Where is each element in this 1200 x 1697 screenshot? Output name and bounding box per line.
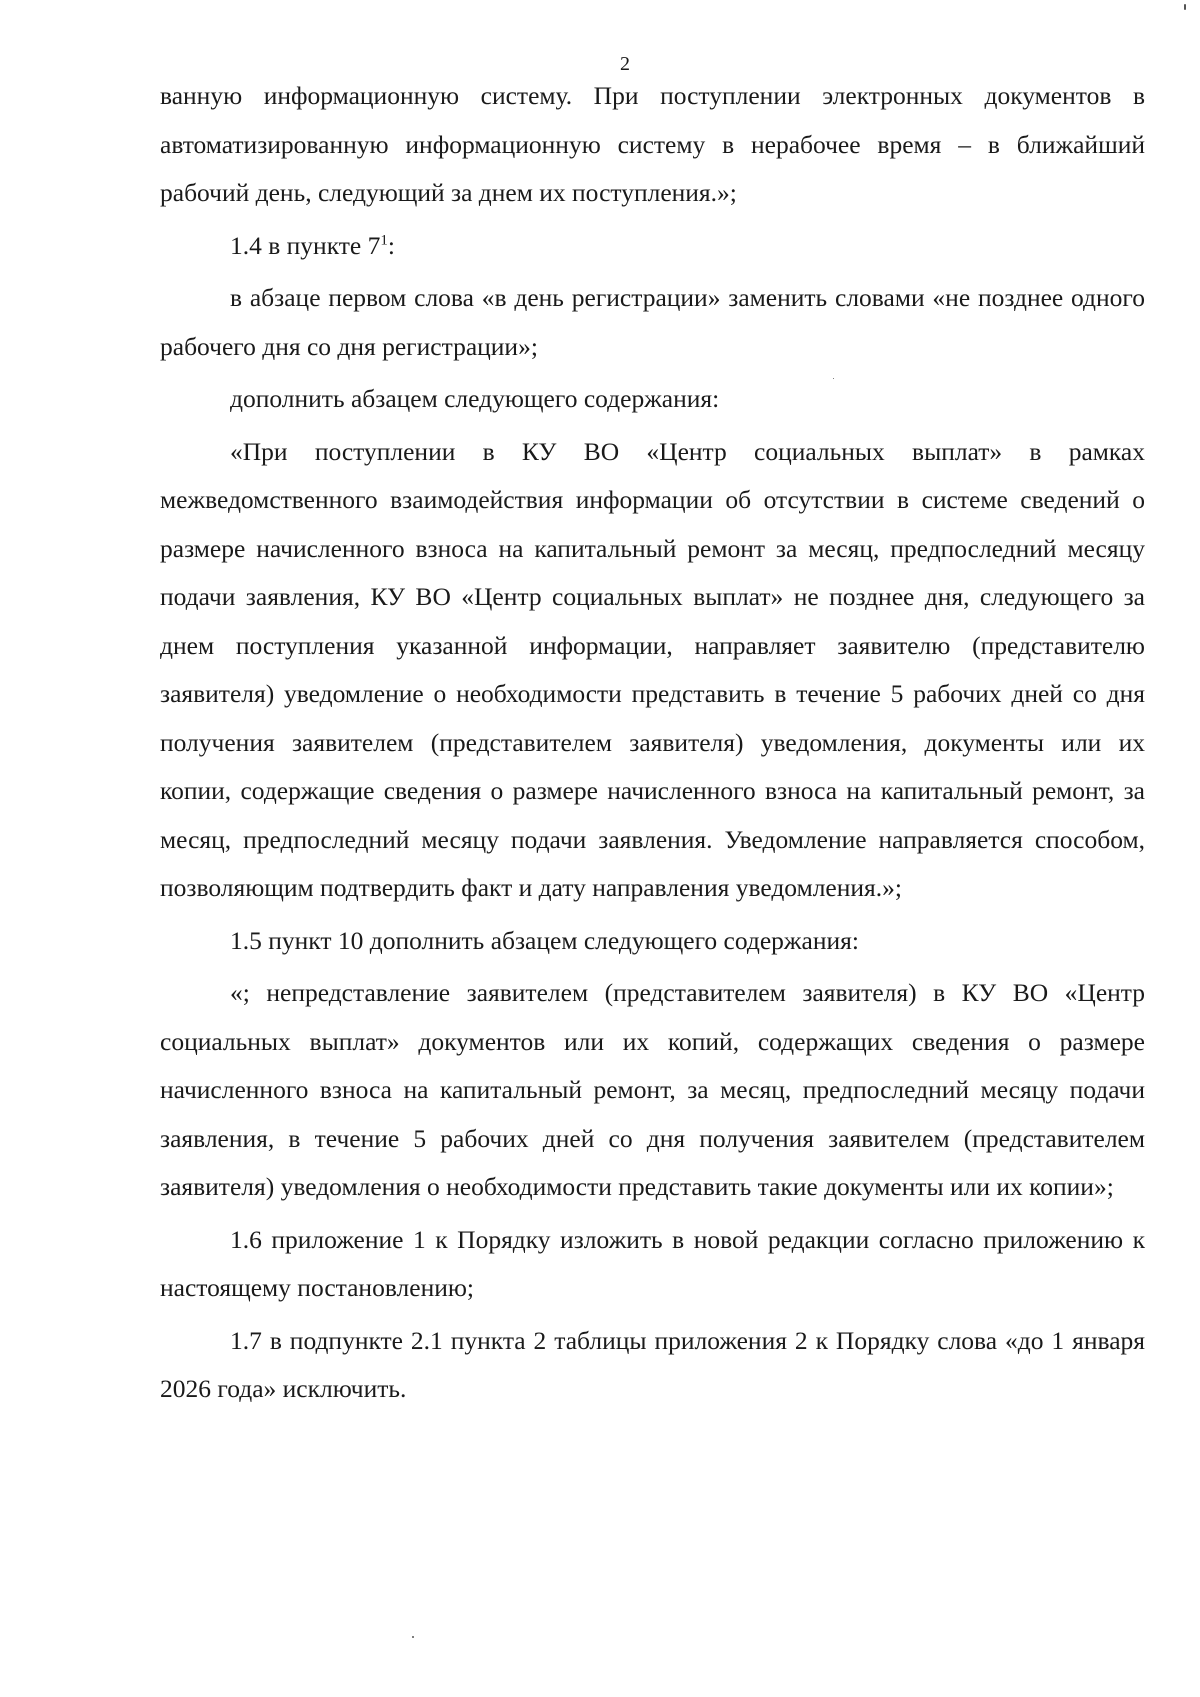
scan-speck xyxy=(833,378,834,379)
paragraph-item-1-4 xyxy=(160,222,1145,271)
paragraph-quoted-insert: «При поступлении в КУ ВО «Центр социальных выплат» в рамках межведомственного взаимодействия информации об отсутствии в системе сведений о размере начисленного взноса на капитальный ремонт за месяц, предпоследний месяцу подачи заявления, КУ ВО «Центр социальных выплат» не позднее дня, следующего за днем поступления указанной информации, направляет заявителю (представителю заявителя) уведомление о необходимости представить в течение 5 рабочих дней со дня получения заявителем (представителем заявителя) уведомления, документы или их копии, содержащие сведения о размере начисленного взноса на капитальный ремонт, за месяц, предпоследний месяцу подачи заявления. Уведомление направляется способом, позволяющим подтвердить факт и дату направления уведомления.»; xyxy=(160,436,1145,902)
item-1-4-text: 1.4 в пункте 7 xyxy=(230,230,381,260)
scan-speck xyxy=(412,1636,414,1638)
paragraph-add-abzac: дополнить абзацем следующего содержания: xyxy=(230,384,720,413)
paragraph-first-abzac: в абзаце первом слова «в день регистрации» заменить словами «не позднее одного рабочего дня со дня регистрации»; xyxy=(160,283,1145,361)
paragraph-item-1-6: 1.6 приложение 1 к Порядку изложить в новой редакции согласно приложению к настоящему постановлению; xyxy=(160,1224,1145,1302)
paragraph-item-1-5: 1.5 пункт 10 дополнить абзацем следующего содержания: xyxy=(230,925,859,955)
scan-speck xyxy=(1184,4,1186,10)
paragraph-continuation: ванную информационную систему. При поступлении электронных документов в автоматизированную информационную систему в нерабочее время – в ближайший рабочий день, следующий за днем их поступления.»; xyxy=(160,81,1145,207)
item-1-4-colon: : xyxy=(387,230,395,260)
document-body xyxy=(160,72,1145,1414)
paragraph-item-1-7: 1.7 в подпункте 2.1 пункта 2 таблицы приложения 2 к Порядку слова «до 1 января 2026 года» исключить. xyxy=(160,1325,1145,1403)
item-1-4-superscript: 1 xyxy=(380,232,388,248)
paragraph-quoted-nonsubmission: «; непредставление заявителем (представителем заявителя) в КУ ВО «Центр социальных выплат» документов или их копий, содержащих сведения о размере начисленного взноса на капитальный ремонт, за месяц, предпоследний месяцу подачи заявления, в течение 5 рабочих дней со дня получения заявителем (представителем заявителя) уведомления о необходимости представить такие документы или их копии»; xyxy=(160,978,1145,1201)
page-number: 2 xyxy=(620,53,630,75)
